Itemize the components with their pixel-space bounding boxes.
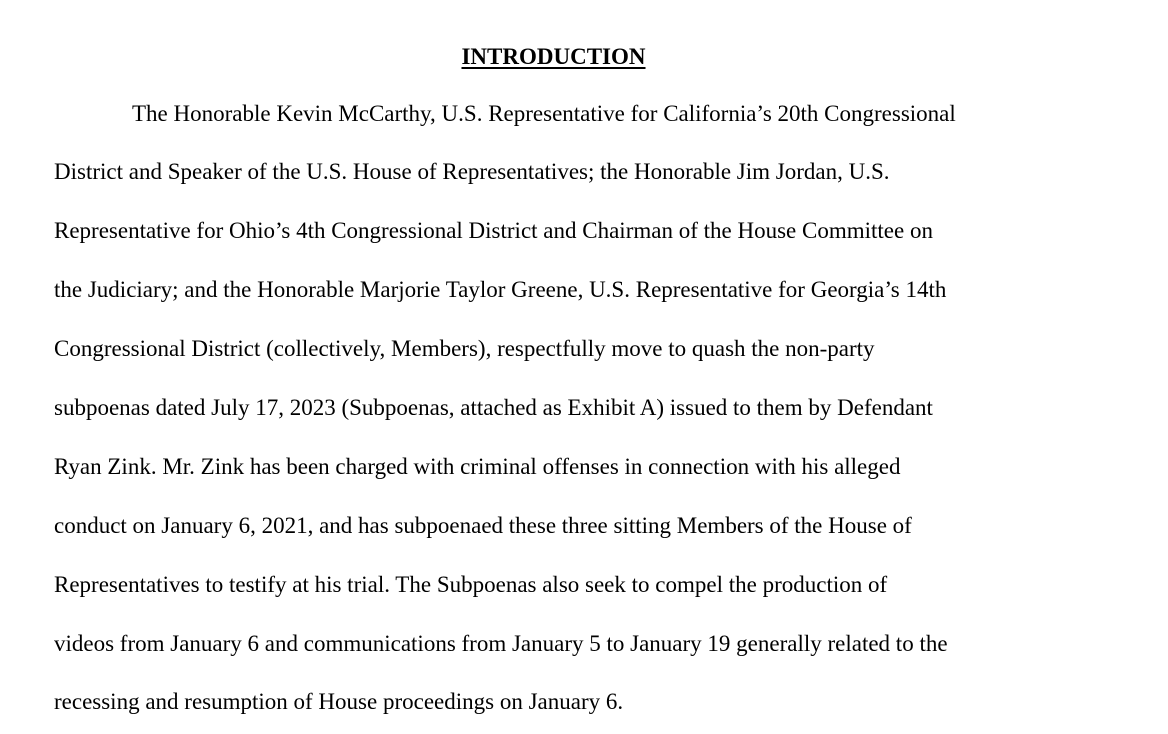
paragraph-line: Representatives to testify at his trial. The Subpoenas also seek to compel the production of [54,572,888,597]
paragraph-line: subpoenas dated July 17, 2023 (Subpoenas, attached as Exhibit A) issued to them by Defendant [54,395,933,420]
paragraph-line: conduct on January 6, 2021, and has subpoenaed these three sitting Members of the House of [54,513,912,538]
paragraph-line: Representative for Ohio’s 4th Congressional District and Chairman of the House Committee on [54,218,933,243]
paragraph-line: District and Speaker of the U.S. House of Representatives; the Honorable Jim Jordan, U.S. [54,159,890,184]
paragraph-line: The Honorable Kevin McCarthy, U.S. Representative for California’s 20th Congressional [132,101,956,126]
paragraph-line: the Judiciary; and the Honorable Marjorie Taylor Greene, U.S. Representative for Georgia’s 14th [54,277,947,302]
heading-text: INTRODUCTION [461,44,646,69]
paragraph-line: Congressional District (collectively, Members), respectfully move to quash the non-party [54,336,875,361]
paragraph-line: videos from January 6 and communications from January 5 to January 19 generally related to the [54,631,948,656]
section-heading [0,42,1107,72]
paragraph-line: Ryan Zink. Mr. Zink has been charged with criminal offenses in connection with his alleged [54,454,901,479]
paragraph-line: recessing and resumption of House proceedings on January 6. [54,689,624,714]
